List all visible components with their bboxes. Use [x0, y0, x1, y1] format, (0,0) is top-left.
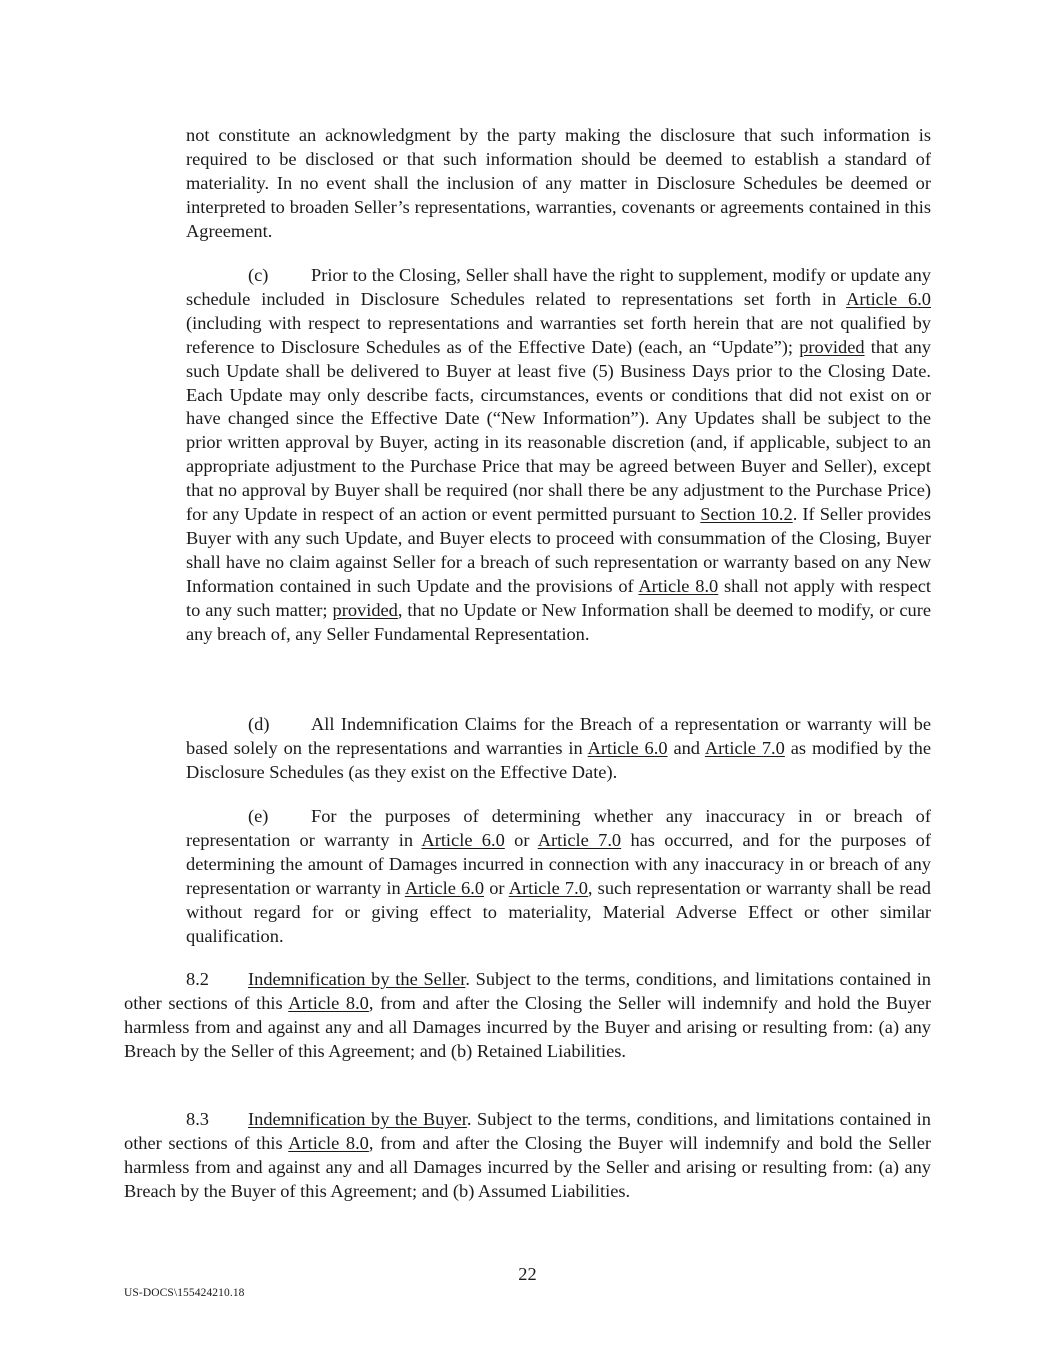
cross-reference-article-6: Article 6.0 [404, 877, 485, 898]
cross-reference-article-8: Article 8.0 [638, 575, 719, 596]
text: . Subject to the terms, conditions, and limitations contained in other sections of this [124, 1109, 931, 1153]
cross-reference-article-8: Article 8.0 [288, 992, 369, 1013]
section-heading-8-3: Indemnification by the Buyer [248, 1109, 467, 1129]
cross-reference-article-6: Article 6.0 [846, 288, 931, 309]
cross-reference-article-6: Article 6.0 [421, 829, 505, 850]
clause-number-d: (d) [248, 714, 270, 734]
text: All Indemnification Claims for the Breach of a representation or warranty will be based solely on the representations and warranties in [186, 714, 931, 758]
text: or [484, 877, 509, 898]
text: , from and after the Closing the Seller will indemnify and hold the Buyer harmless from and against any and all Damages incurred by the Buyer and arising or resulting from: (a) any Breach by the Seller of this Agreement; and (b) Retained Liabilities. [124, 992, 931, 1061]
cross-reference-article-7: Article 7.0 [508, 877, 588, 898]
paragraph-c [186, 264, 931, 647]
text: that any such Update shall be delivered to Buyer at least five (5) Business Days prior to the Closing Date. Each Update may only describe facts, circumstances, events or conditions that did not exist on or have changed since the Effective Date (“New Information”). Any Updates shall be subject to the prior written approval by Buyer, acting in its reasonable discretion (and, if applicable, subject to an appropriate adjustment to the Purchase Price that may be agreed between Buyer and Seller), except that no approval by Buyer shall be required (nor shall there be any adjustment to the Purchase Price) for any Update in respect of an action or event permitted pursuant to [186, 336, 931, 525]
text: as modified by the Disclosure Schedules (as they exist on the Effective Date). [186, 737, 932, 782]
continuation-text: not constitute an acknowledgment by the party making the disclosure that such information is required to be disclosed or that such information should be deemed to establish a standard of materiality. In no event shall the inclusion of any matter in Disclosure Schedules be deemed or interpreted to broaden Seller’s representations, warranties, covenants or agreements contained in this Agreement. [186, 125, 931, 241]
clause-number-e: (e) [248, 806, 269, 826]
section-number-8-3: 8.3 [186, 1109, 209, 1129]
text: , such representation or warranty shall be read without regard for or giving effect to materiality, Material Adverse Effect or other similar qualification. [186, 877, 931, 946]
text: Prior to the Closing, Seller shall have the right to supplement, modify or update any schedule included in Disclosure Schedules related to representations set forth in [186, 265, 931, 309]
text: or [504, 829, 538, 850]
paragraph-e [186, 805, 931, 948]
paragraph-d [186, 713, 931, 785]
text: . If Seller provides Buyer with any such Update, and Buyer elects to proceed with consummation of the Closing, Buyer shall have no claim against Seller for a breach of such representation or warranty based on any New Information contained in such Update and the provisions of [186, 504, 931, 596]
text: . Subject to the terms, conditions, and limitations contained in other sections of this [124, 969, 931, 1013]
clause-number-c: (c) [248, 265, 269, 285]
cross-reference-article-7: Article 7.0 [704, 737, 785, 758]
text: , from and after the Closing the Buyer will indemnify and bold the Seller harmless from and against any and all Damages incurred by the Seller and arising or resulting from: (a) any Breach by the Buyer of this Agreement; and (b) Assumed Liabilities. [124, 1132, 931, 1201]
text: (including with respect to representations and warranties set forth herein that are not qualified by reference to Disclosure Schedules as of the Effective Date) (each, an “Update”); [186, 312, 931, 357]
document-id: US-DOCS\155424210.18 [124, 1287, 245, 1299]
provided-term: provided [332, 599, 398, 620]
paragraph-continuation [186, 124, 931, 244]
section-heading-8-2: Indemnification by the Seller [248, 969, 466, 989]
cross-reference-section-10-2: Section 10.2 [700, 504, 793, 525]
cross-reference-article-6: Article 6.0 [587, 737, 668, 758]
cross-reference-article-7: Article 7.0 [537, 829, 622, 850]
page-number: 22 [518, 1264, 537, 1284]
text: and [667, 737, 705, 758]
text: has occurred, and for the purposes of determining the amount of Damages incurred in connection with any inaccuracy in or breach of any representation or warranty in [186, 829, 931, 898]
text: , that no Update or New Information shall be deemed to modify, or cure any breach of, any Seller Fundamental Representation. [186, 599, 931, 644]
text: shall not apply with respect to any such matter; [186, 575, 931, 620]
cross-reference-article-8: Article 8.0 [288, 1132, 369, 1153]
section-number-8-2: 8.2 [186, 969, 209, 989]
text: For the purposes of determining whether any inaccuracy in or breach of representation or warranty in [186, 806, 931, 850]
section-8-2 [124, 968, 931, 1064]
section-8-3 [124, 1108, 931, 1204]
provided-term: provided [799, 336, 865, 357]
